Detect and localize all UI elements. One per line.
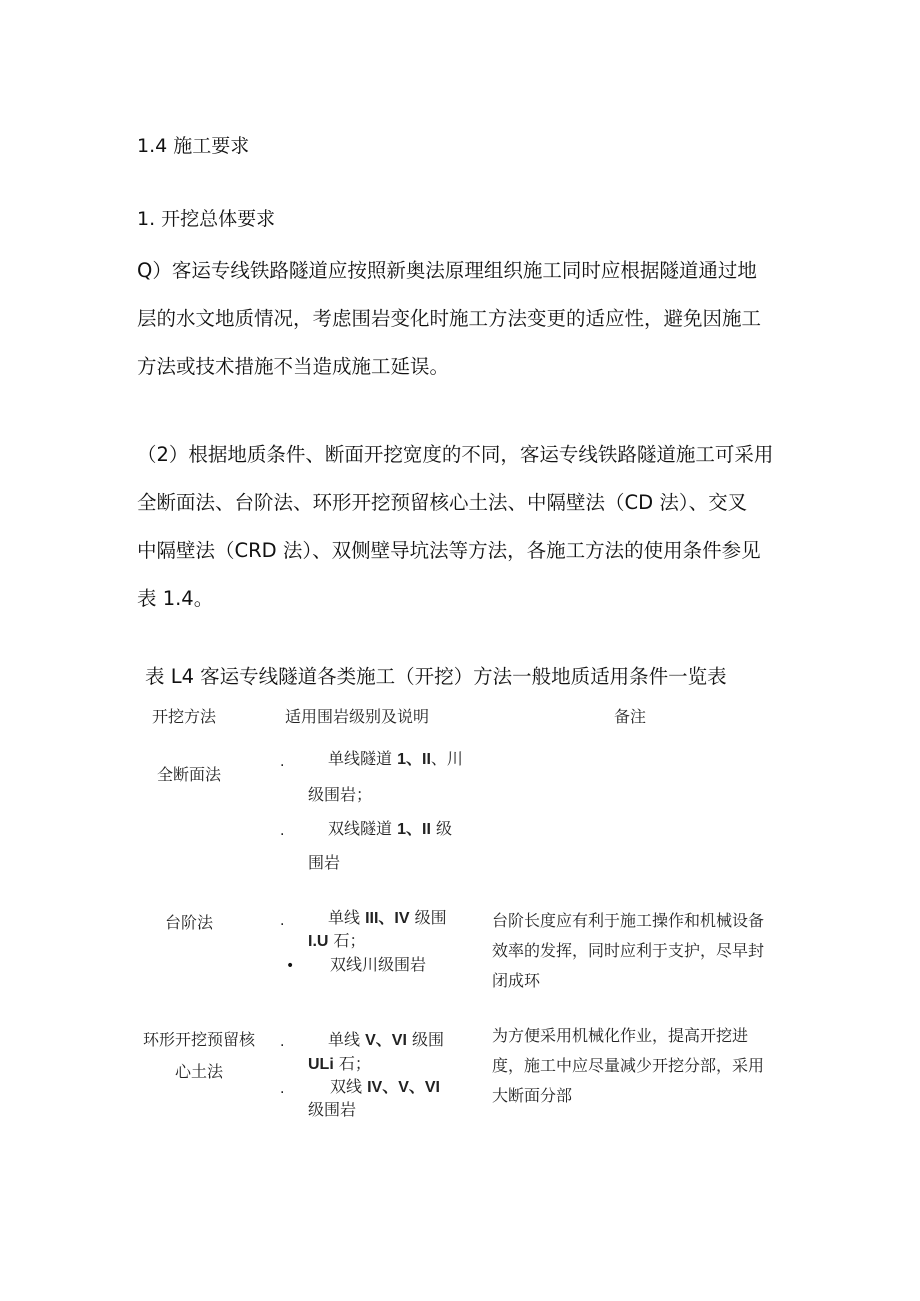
- note-line: 闭成环: [492, 971, 541, 990]
- bullet: .: [280, 754, 285, 770]
- table-cell-method: [134, 1024, 264, 1088]
- method-line: 心土法: [174, 1062, 223, 1081]
- subsection-title: 1. 开挖总体要求: [137, 208, 276, 230]
- table-cell-method: 全断面法: [156, 765, 221, 784]
- bullet: •: [286, 958, 295, 974]
- table-cell-note: [492, 1021, 787, 1111]
- paragraph-1-line: Q）客运专线铁路隧道应按照新奥法原理组织施工同时应根据隧道通过地: [137, 259, 757, 282]
- paragraph-1-line: 方法或技术措施不当造成施工延误。: [137, 355, 450, 378]
- note-line: 效率的发挥，同时应利于支护，尽早封: [492, 941, 765, 960]
- paragraph-1: [137, 247, 787, 391]
- section-title: 1.4 施工要求: [137, 135, 250, 157]
- paragraph-2-line: 表 1.4。: [137, 587, 214, 610]
- bullet: .: [280, 823, 285, 839]
- paragraph-2: [137, 431, 787, 623]
- table-cell-condition: 双线 IV、V、VI: [330, 1077, 441, 1096]
- note-line: 度，施工中应尽量减少开挖分部，采用: [492, 1056, 765, 1075]
- paragraph-2-line: 中隔壁法（CRD 法）、双侧壁导坑法等方法，各施工方法的使用条件参见: [137, 539, 761, 562]
- table-header-condition: 适用围岩级别及说明: [285, 707, 430, 726]
- table-cell-condition: 单线 III、IV 级围: [328, 908, 447, 927]
- table-header-method: 开挖方法: [152, 707, 217, 726]
- bullet: .: [280, 1034, 285, 1050]
- table-cell-method: 台阶法: [164, 913, 213, 932]
- table-header-note: 备注: [614, 707, 647, 726]
- table-cell-condition: 单线 V、VI 级围: [328, 1030, 444, 1049]
- method-line: 环形开挖预留核: [142, 1030, 255, 1049]
- paragraph-1-line: 层的水文地质情况，考虑围岩变化时施工方法变更的适应性，避免因施工: [137, 307, 762, 330]
- table-cell-condition: 级围岩: [308, 1100, 357, 1119]
- bullet: .: [280, 913, 285, 929]
- table-cell-condition: 单线隧道 1、II、川: [328, 749, 463, 768]
- note-line: 为方便采用机械化作业，提高开挖进: [492, 1026, 749, 1045]
- paragraph-2-line: （2）根据地质条件、断面开挖宽度的不同，客运专线铁路隧道施工可采用: [137, 443, 774, 466]
- table-cell-condition: 双线隧道 1、II 级: [328, 819, 452, 838]
- table-cell-condition: 围岩: [308, 853, 341, 872]
- table-cell-condition: 双线川级围岩: [330, 955, 427, 974]
- paragraph-2-line: 全断面法、台阶法、环形开挖预留核心土法、中隔壁法（CD 法）、交叉: [137, 491, 748, 514]
- note-line: 大断面分部: [492, 1086, 573, 1105]
- table-cell-condition: ULi 石；: [308, 1054, 371, 1073]
- table-cell-note: [492, 906, 787, 996]
- bullet: .: [280, 1081, 285, 1097]
- note-line: 台阶长度应有利于施工操作和机械设备: [492, 911, 765, 930]
- table-caption: 表 L4 客运专线隧道各类施工（开挖）方法一般地质适用条件一览表: [145, 665, 727, 688]
- table-cell-condition: 级围岩；: [308, 785, 373, 804]
- table-cell-condition: I.U 石；: [308, 931, 366, 950]
